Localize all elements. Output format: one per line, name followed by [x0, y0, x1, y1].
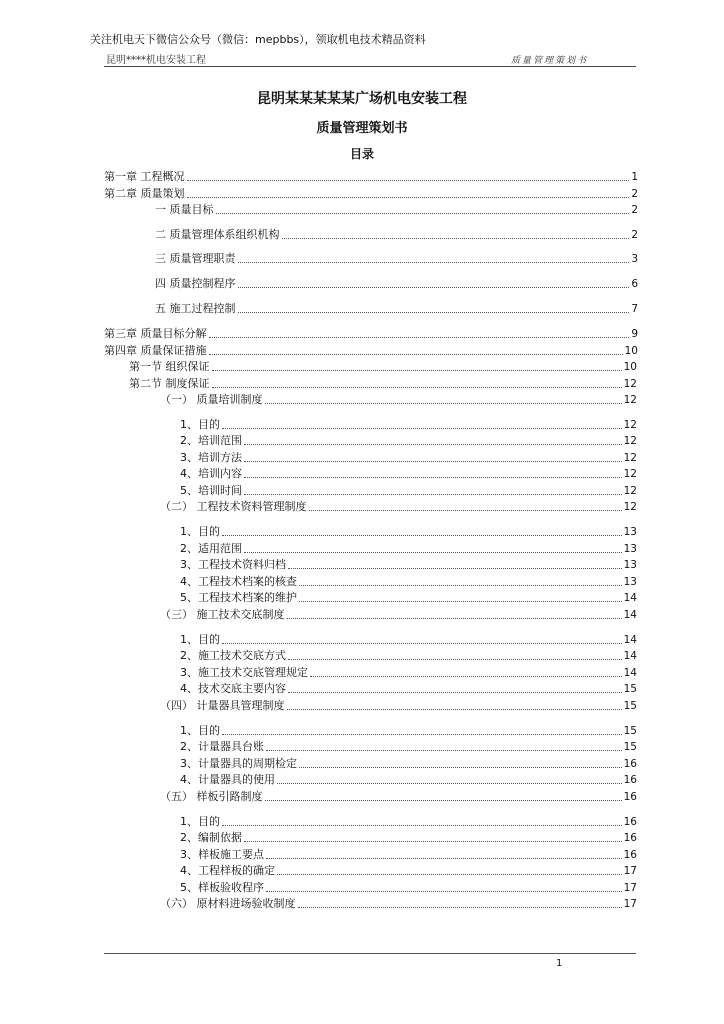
- toc-entry-page: 12: [623, 452, 637, 464]
- toc-entry[interactable]: [180, 815, 637, 829]
- toc-dot-leader: [282, 238, 630, 239]
- toc-entry-page: 1: [631, 171, 638, 183]
- toc-dot-leader: [244, 477, 622, 478]
- toc-dot-leader: [212, 370, 622, 371]
- toc-entry[interactable]: [129, 377, 637, 391]
- toc-entry[interactable]: [160, 393, 637, 407]
- toc-entry[interactable]: [180, 740, 637, 754]
- toc-entry[interactable]: [160, 790, 637, 804]
- toc-entry[interactable]: [104, 170, 638, 184]
- toc-dot-leader: [187, 180, 630, 181]
- toc-entry-page: 14: [623, 609, 637, 621]
- toc-dot-leader: [187, 197, 630, 198]
- toc-dot-leader: [238, 262, 630, 263]
- document-subtitle: 质量管理策划书: [316, 121, 408, 136]
- toc-entry-page: 16: [623, 758, 637, 770]
- toc-entry[interactable]: [180, 484, 637, 498]
- toc-entry-page: 14: [623, 667, 637, 679]
- toc-entry-label: 四 质量控制程序: [155, 277, 236, 290]
- toc-entry-label: 1、目的: [180, 724, 220, 737]
- toc-entry[interactable]: [180, 757, 637, 771]
- toc-entry[interactable]: [180, 633, 637, 647]
- toc-entry-label: 第四章 质量保证措施: [104, 344, 207, 357]
- toc-entry-page: 14: [623, 592, 637, 604]
- toc-entry-label: 1、目的: [180, 633, 220, 646]
- toc-entry-page: 7: [631, 303, 638, 315]
- toc-entry-page: 14: [623, 650, 637, 662]
- toc-entry-page: 12: [623, 378, 637, 390]
- toc-dot-leader: [209, 354, 623, 355]
- toc-entry-label: 一 质量目标: [155, 203, 214, 216]
- toc-entry[interactable]: [180, 864, 637, 878]
- toc-dot-leader: [299, 767, 622, 768]
- toc-dot-leader: [287, 709, 622, 710]
- page-number: 1: [556, 958, 563, 969]
- toc-entry-label: （六） 原材料进场验收制度: [160, 897, 296, 910]
- toc-entry[interactable]: [180, 649, 637, 663]
- toc-entry[interactable]: [180, 575, 637, 589]
- toc-dot-leader: [277, 874, 622, 875]
- toc-entry[interactable]: [160, 897, 637, 911]
- toc-dot-leader: [238, 287, 630, 288]
- toc-entry-label: 第三章 质量目标分解: [104, 327, 207, 340]
- toc-entry-page: 15: [623, 683, 637, 695]
- toc-entry-label: 3、样板施工要点: [180, 848, 264, 861]
- toc-dot-leader: [266, 891, 622, 892]
- running-header-project: 昆明****机电安装工程: [106, 55, 206, 66]
- toc-entry-page: 12: [623, 435, 637, 447]
- toc-entry-page: 16: [623, 849, 637, 861]
- toc-entry-page: 14: [623, 634, 637, 646]
- toc-entry[interactable]: [129, 360, 637, 374]
- toc-dot-leader: [244, 461, 622, 462]
- toc-entry[interactable]: [180, 831, 637, 845]
- toc-entry-label: 4、技术交底主要内容: [180, 682, 286, 695]
- toc-entry[interactable]: [180, 525, 637, 539]
- toc-dot-leader: [310, 676, 622, 677]
- toc-entry-label: （五） 样板引路制度: [160, 790, 263, 803]
- toc-dot-leader: [288, 692, 622, 693]
- toc-entry-label: 1、目的: [180, 418, 220, 431]
- toc-dot-leader: [222, 734, 622, 735]
- toc-dot-leader: [244, 494, 622, 495]
- toc-dot-leader: [209, 337, 630, 338]
- toc-dot-leader: [222, 643, 622, 644]
- toc-entry[interactable]: [180, 451, 637, 465]
- toc-dot-leader: [244, 444, 622, 445]
- toc-dot-leader: [238, 312, 630, 313]
- toc-dot-leader: [309, 510, 622, 511]
- toc-entry[interactable]: [104, 344, 638, 358]
- toc-entry[interactable]: [180, 434, 637, 448]
- toc-entry-label: 3、工程技术资料归档: [180, 558, 286, 571]
- toc-entry[interactable]: [104, 187, 638, 201]
- toc-dot-leader: [277, 783, 622, 784]
- toc-entry[interactable]: [180, 467, 637, 481]
- toc-dot-leader: [222, 428, 622, 429]
- toc-entry-page: 12: [623, 419, 637, 431]
- toc-entry[interactable]: [180, 542, 637, 556]
- toc-entry-label: 5、培训时间: [180, 484, 242, 497]
- toc-entry[interactable]: [155, 252, 638, 266]
- toc-entry[interactable]: [180, 724, 637, 738]
- toc-entry-page: 15: [623, 700, 637, 712]
- toc-entry[interactable]: [180, 682, 637, 696]
- document-title: 昆明某某某某某广场机电安装工程: [257, 91, 467, 107]
- toc-dot-leader: [288, 659, 622, 660]
- footer-divider: [104, 953, 636, 954]
- toc-entry-page: 2: [631, 188, 638, 200]
- toc-entry-label: 3、计量器具的周期检定: [180, 757, 297, 770]
- toc-entry-label: 5、样板验收程序: [180, 881, 264, 894]
- toc-entry-page: 17: [623, 882, 637, 894]
- toc-dot-leader: [244, 841, 622, 842]
- toc-entry[interactable]: [180, 558, 637, 572]
- toc-entry[interactable]: [180, 773, 637, 787]
- toc-dot-leader: [222, 535, 622, 536]
- toc-entry[interactable]: [180, 666, 637, 680]
- promo-banner: 关注机电天下微信公众号（微信：mepbbs），领取机电技术精品资料: [90, 33, 426, 46]
- toc-entry-label: 三 质量管理职责: [155, 252, 236, 265]
- toc-entry-label: 2、计量器具台账: [180, 740, 264, 753]
- toc-dot-leader: [287, 618, 622, 619]
- toc-dot-leader: [265, 403, 622, 404]
- toc-entry-page: 12: [623, 501, 637, 513]
- toc-entry-page: 12: [623, 394, 637, 406]
- toc-dot-leader: [244, 552, 622, 553]
- toc-dot-leader: [216, 213, 630, 214]
- toc-dot-leader: [298, 907, 622, 908]
- toc-entry-page: 13: [623, 559, 637, 571]
- toc-entry-label: 2、适用范围: [180, 542, 242, 555]
- toc-entry-page: 2: [631, 229, 638, 241]
- toc-dot-leader: [222, 825, 622, 826]
- toc-entry-page: 12: [623, 468, 637, 480]
- toc-dot-leader: [212, 387, 622, 388]
- toc-entry-page: 2: [631, 204, 638, 216]
- toc-entry[interactable]: [180, 881, 637, 895]
- toc-entry-page: 17: [623, 865, 637, 877]
- toc-entry-page: 16: [623, 774, 637, 786]
- toc-entry-label: 1、目的: [180, 815, 220, 828]
- toc-entry-label: 五 施工过程控制: [155, 302, 236, 315]
- toc-entry-page: 15: [623, 741, 637, 753]
- toc-entry-page: 16: [623, 816, 637, 828]
- toc-entry[interactable]: [180, 848, 637, 862]
- toc-entry-label: 1、目的: [180, 525, 220, 538]
- toc-entry-page: 12: [623, 485, 637, 497]
- toc-entry-page: 16: [623, 832, 637, 844]
- toc-entry[interactable]: [155, 228, 638, 242]
- toc-entry-label: 2、编制依据: [180, 831, 242, 844]
- toc-entry-label: 第一节 组织保证: [129, 360, 210, 373]
- toc-entry-page: 16: [623, 791, 637, 803]
- toc-dot-leader: [265, 800, 622, 801]
- toc-entry-label: 4、培训内容: [180, 467, 242, 480]
- toc-entry[interactable]: [160, 699, 637, 713]
- toc-entry-page: 9: [631, 328, 638, 340]
- toc-entry-page: 15: [623, 725, 637, 737]
- toc-entry-label: 2、施工技术交底方式: [180, 649, 286, 662]
- toc-entry-page: 13: [623, 526, 637, 538]
- toc-entry-label: 4、工程技术档案的核查: [180, 575, 297, 588]
- toc-entry[interactable]: [180, 591, 637, 605]
- toc-entry[interactable]: [160, 608, 637, 622]
- toc-dot-leader: [299, 585, 622, 586]
- toc-entry-label: （二） 工程技术资料管理制度: [160, 500, 307, 513]
- toc-entry-label: 3、施工技术交底管理规定: [180, 666, 308, 679]
- toc-entry-label: 4、工程样板的确定: [180, 864, 275, 877]
- toc-entry[interactable]: [155, 203, 638, 217]
- toc-entry-page: 10: [623, 361, 637, 373]
- toc-heading: 目录: [349, 147, 374, 161]
- toc-entry-page: 13: [623, 576, 637, 588]
- toc-entry-label: 第二节 制度保证: [129, 377, 210, 390]
- running-header-doc-type: 质量管理策划书: [510, 56, 588, 66]
- toc-entry[interactable]: [180, 418, 637, 432]
- toc-dot-leader: [299, 601, 622, 602]
- toc-entry-page: 17: [623, 898, 637, 910]
- toc-entry-page: 3: [631, 253, 638, 265]
- toc-dot-leader: [266, 750, 622, 751]
- toc-entry-label: 5、工程技术档案的维护: [180, 591, 297, 604]
- toc-entry-label: 2、培训范围: [180, 434, 242, 447]
- toc-entry-label: 二 质量管理体系组织机构: [155, 228, 280, 241]
- toc-entry-label: （一） 质量培训制度: [160, 393, 263, 406]
- toc-entry-page: 13: [623, 543, 637, 555]
- toc-entry[interactable]: [104, 327, 638, 341]
- toc-entry[interactable]: [155, 302, 638, 316]
- toc-entry[interactable]: [160, 500, 637, 514]
- toc-entry-label: 第二章 质量策划: [104, 187, 185, 200]
- toc-entry-label: 3、培训方法: [180, 451, 242, 464]
- toc-dot-leader: [266, 858, 622, 859]
- toc-entry-label: 第一章 工程概况: [104, 170, 185, 183]
- toc-entry-label: 4、计量器具的使用: [180, 773, 275, 786]
- toc-entry-page: 10: [624, 345, 638, 357]
- toc-dot-leader: [288, 568, 622, 569]
- toc-entry[interactable]: [155, 277, 638, 291]
- toc-entry-page: 6: [631, 278, 638, 290]
- toc-entry-label: （三） 施工技术交底制度: [160, 608, 285, 621]
- toc-entry-label: （四） 计量器具管理制度: [160, 699, 285, 712]
